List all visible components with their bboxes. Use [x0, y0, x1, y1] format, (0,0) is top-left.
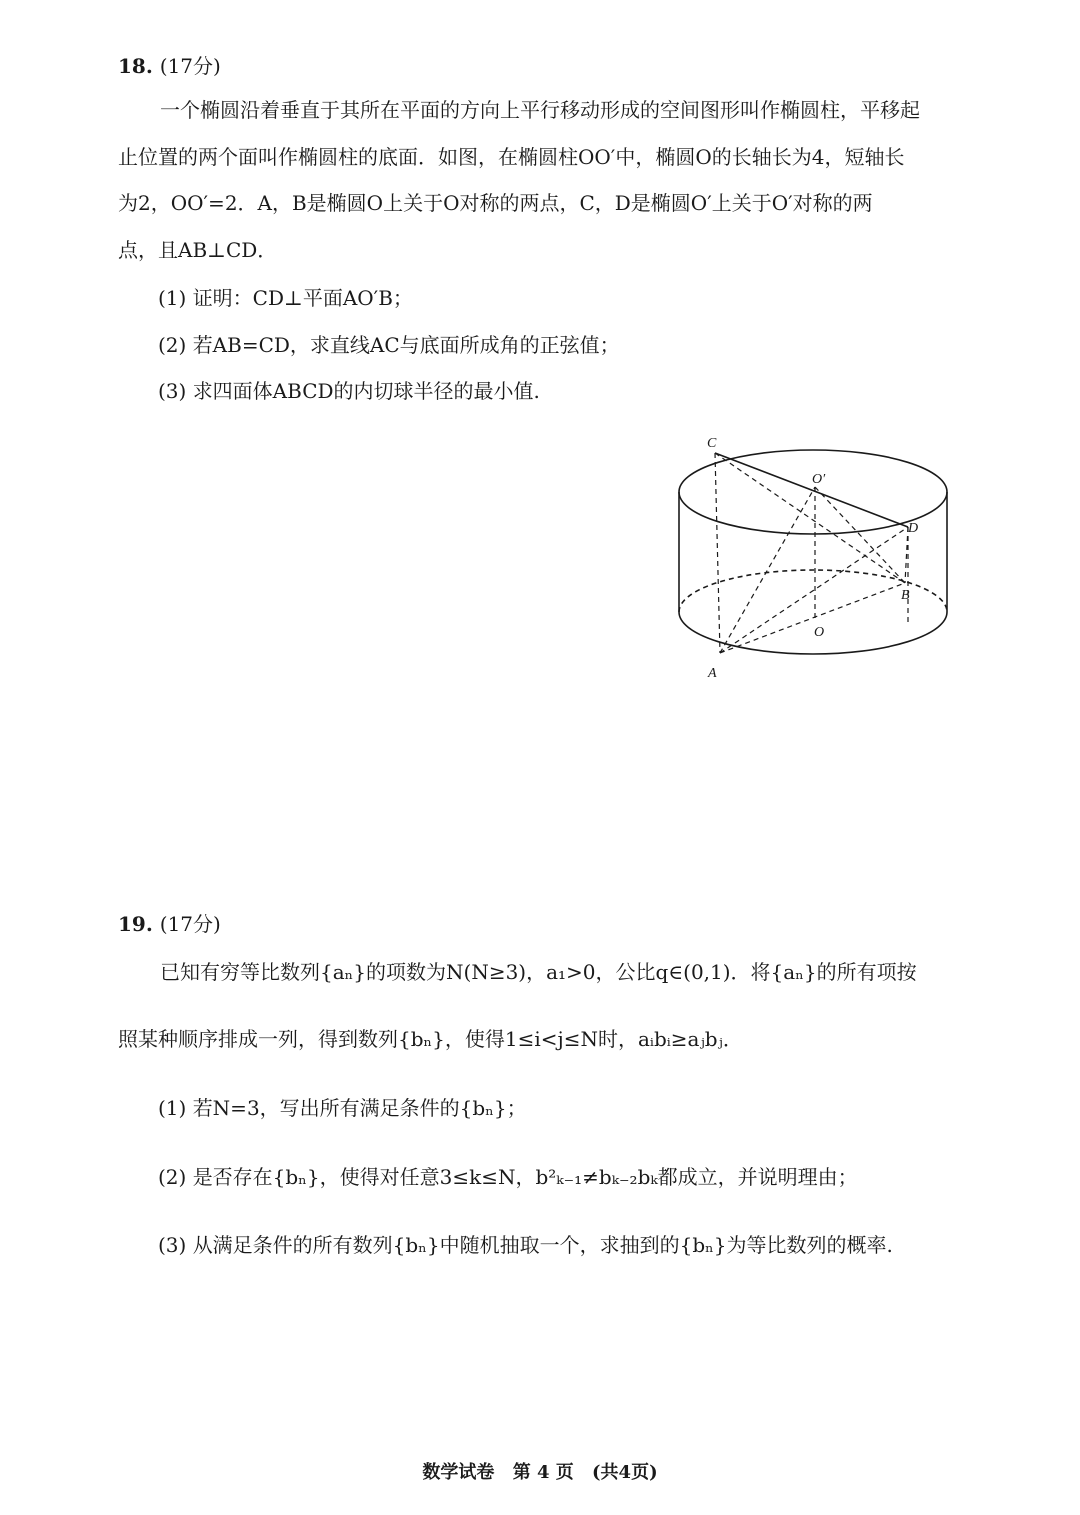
q19-line-1: 已知有穷等比数列{aₙ}的项数为N(N≥3)，a₁>0，公比q∈(0,1)．将{aₙ}的所有项按	[160, 960, 917, 984]
segment-CA	[715, 453, 720, 653]
q19-sub-3: (3) 从满足条件的所有数列{bₙ}中随机抽取一个，求抽到的{bₙ}为等比数列的概率.	[158, 1233, 893, 1257]
q18-sub-1: (1) 证明：CD⊥平面AO′B；	[158, 286, 413, 310]
segment-AB	[720, 583, 905, 653]
label-O: O	[814, 625, 825, 640]
footer-subject: 数学试卷	[422, 1462, 495, 1483]
q19-sub-2: (2) 是否存在{bₙ}，使得对任意3≤k≤N，b²ₖ₋₁≠bₖ₋₂bₖ都成立，并说明理由；	[158, 1165, 858, 1189]
q18-para-line-2: 止位置的两个面叫作椭圆柱的底面．如图，在椭圆柱OO′中，椭圆O的长轴长为4，短轴长	[118, 145, 905, 169]
label-D: D	[908, 521, 919, 536]
q18-sub-2: (2) 若AB=CD，求直线AC与底面所成角的正弦值；	[158, 333, 620, 357]
q19-number: 19.	[118, 912, 153, 936]
q19-sub-1: (1) 若N=3，写出所有满足条件的{bₙ}；	[158, 1096, 527, 1120]
page-footer	[0, 1458, 1080, 1484]
footer-total-pages: (共4页)	[592, 1462, 658, 1483]
label-C: C	[707, 436, 717, 451]
label-B: B	[901, 588, 910, 603]
q18-number: 18.	[118, 54, 153, 78]
label-O-prime: O′	[812, 472, 826, 487]
label-A: A	[708, 666, 717, 681]
elliptic-cylinder-figure	[665, 425, 965, 690]
segment-O1B	[815, 487, 905, 583]
q18-sub-3: (3) 求四面体ABCD的内切球半径的最小值.	[158, 379, 540, 403]
cylinder-diagram	[665, 425, 965, 690]
q18-para-line-1: 一个椭圆沿着垂直于其所在平面的方向上平行移动形成的空间图形叫作椭圆柱，平移起	[160, 98, 920, 122]
segment-CD	[715, 453, 908, 527]
q19-line-2: 照某种顺序排成一列，得到数列{bₙ}，使得1≤i<j≤N时，aᵢbᵢ≥aⱼbⱼ．	[118, 1027, 743, 1051]
q19-heading	[118, 908, 221, 937]
q18-score: (17分)	[159, 54, 221, 78]
q19-score: (17分)	[159, 912, 221, 936]
q18-para-line-3: 为2，OO′=2．A，B是椭圆O上关于O对称的两点，C，D是椭圆O′上关于O′对称的两	[118, 191, 873, 215]
footer-page-number: 第 4 页	[512, 1462, 574, 1483]
q18-heading	[118, 50, 221, 79]
q18-para-line-4: 点，且AB⊥CD．	[118, 238, 278, 262]
top-ellipse	[679, 450, 947, 534]
segment-CB	[715, 453, 905, 583]
